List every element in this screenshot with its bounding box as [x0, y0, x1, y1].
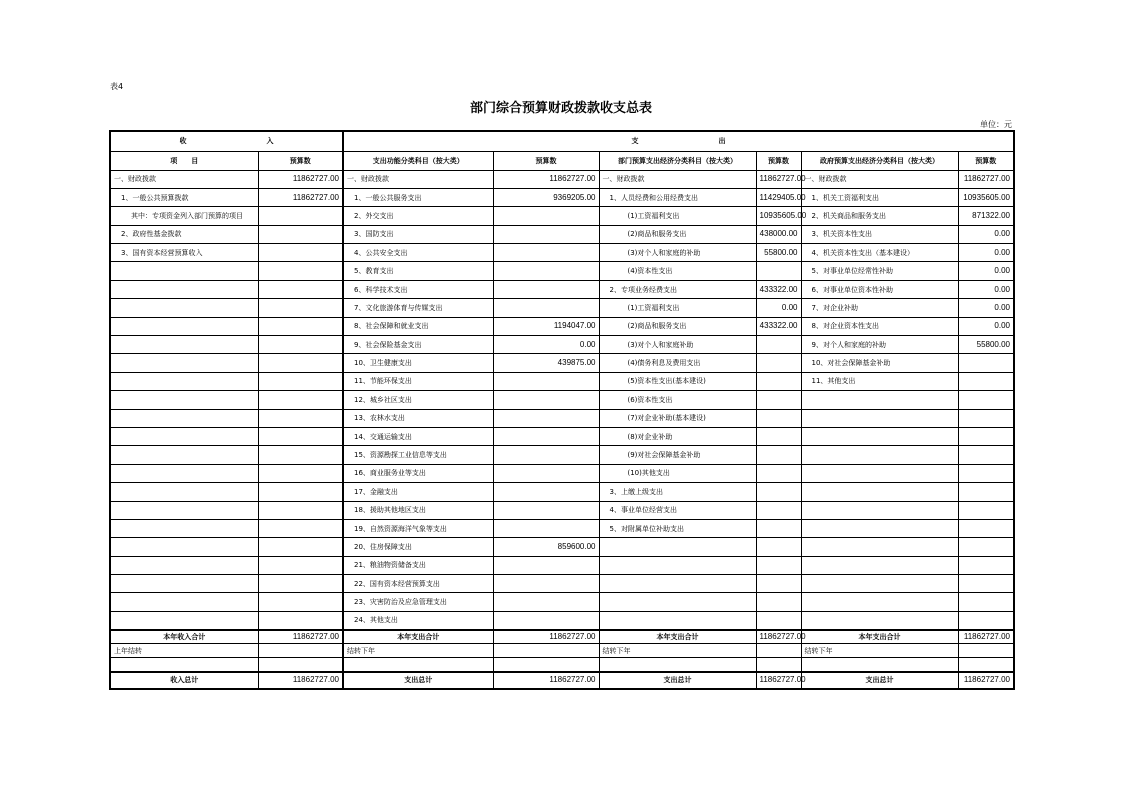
dept-econ-item: (5)资本性支出(基本建设)	[599, 372, 756, 390]
dept-econ-item: (6)资本性支出	[599, 391, 756, 409]
dept-econ-amount	[756, 464, 801, 482]
gov-econ-item: 10、对社会保障基金补助	[801, 354, 958, 372]
table-row	[110, 409, 1014, 427]
gov-econ-item	[801, 575, 958, 593]
dept-econ-item: 4、事业单位经营支出	[599, 501, 756, 519]
gov-econ-amount: 10935605.00	[958, 188, 1014, 206]
func-item: 8、社会保障和就业支出	[343, 317, 493, 335]
table-row	[110, 299, 1014, 317]
total-expense-label-dept: 支出总计	[599, 672, 756, 689]
func-item: 21、粮油物资储备支出	[343, 556, 493, 574]
income-amount: 11862727.00	[258, 188, 343, 206]
dept-econ-amount	[756, 354, 801, 372]
income-item: 3、国有资本经营预算收入	[110, 244, 258, 262]
total-expense-label-func: 支出总计	[343, 672, 493, 689]
col-income-amount: 预算数	[258, 151, 343, 170]
spacer-cell	[343, 658, 493, 672]
gov-econ-item: 11、其他支出	[801, 372, 958, 390]
func-amount: 11862727.00	[493, 170, 599, 188]
table-row	[110, 501, 1014, 519]
col-gov-econ: 政府预算支出经济分类科目（按大类）	[801, 151, 958, 170]
gov-econ-item	[801, 483, 958, 501]
table-row	[110, 538, 1014, 556]
income-amount	[258, 483, 343, 501]
dept-econ-amount	[756, 336, 801, 354]
dept-econ-amount: 0.00	[756, 299, 801, 317]
func-item: 12、城乡社区支出	[343, 391, 493, 409]
dept-econ-amount	[756, 519, 801, 537]
table-row	[110, 225, 1014, 243]
gov-econ-amount	[958, 575, 1014, 593]
gov-econ-amount	[958, 464, 1014, 482]
dept-econ-amount	[756, 483, 801, 501]
page-title: 部门综合预算财政拨款收支总表	[469, 101, 652, 116]
gov-econ-amount: 0.00	[958, 299, 1014, 317]
func-item: 5、教育支出	[343, 262, 493, 280]
year-expense-gov-value: 11862727.00	[958, 630, 1014, 644]
carry-next-label-dept: 结转下年	[599, 644, 756, 658]
income-amount	[258, 299, 343, 317]
func-amount	[493, 372, 599, 390]
year-expense-label-func: 本年支出合计	[343, 630, 493, 644]
func-amount	[493, 299, 599, 317]
dept-econ-amount	[756, 538, 801, 556]
func-item: 11、节能环保支出	[343, 372, 493, 390]
dept-econ-amount	[756, 593, 801, 611]
spacer-cell	[958, 658, 1014, 672]
dept-econ-item: (1)工资福利支出	[599, 299, 756, 317]
total-income-value: 11862727.00	[258, 672, 343, 689]
dept-econ-item	[599, 556, 756, 574]
func-amount	[493, 575, 599, 593]
income-item: 其中：专项资金列入部门预算的项目	[110, 207, 258, 225]
table-row	[110, 354, 1014, 372]
income-amount	[258, 446, 343, 464]
income-amount	[258, 280, 343, 298]
func-item: 一、财政拨款	[343, 170, 493, 188]
table-row	[110, 446, 1014, 464]
gov-econ-item: 6、对事业单位资本性补助	[801, 280, 958, 298]
dept-econ-item: 5、对附属单位补助支出	[599, 519, 756, 537]
gov-econ-item: 4、机关资本性支出（基本建设）	[801, 244, 958, 262]
gov-econ-item	[801, 409, 958, 427]
income-item	[110, 519, 258, 537]
income-item	[110, 464, 258, 482]
dept-econ-item: (4)债务利息及费用支出	[599, 354, 756, 372]
gov-econ-item	[801, 501, 958, 519]
table-row	[110, 244, 1014, 262]
year-expense-dept-value: 11862727.00	[756, 630, 801, 644]
func-item: 13、农林水支出	[343, 409, 493, 427]
dept-econ-item: (1)工资福利支出	[599, 207, 756, 225]
func-item: 9、社会保险基金支出	[343, 336, 493, 354]
func-item: 16、商业服务业等支出	[343, 464, 493, 482]
income-item	[110, 372, 258, 390]
table-number: 表4	[110, 82, 124, 91]
dept-econ-item: (2)商品和服务支出	[599, 225, 756, 243]
gov-econ-amount	[958, 501, 1014, 519]
dept-econ-item: (2)商品和服务支出	[599, 317, 756, 335]
func-item: 18、援助其他地区支出	[343, 501, 493, 519]
func-amount	[493, 556, 599, 574]
func-item: 19、自然资源海洋气象等支出	[343, 519, 493, 537]
dept-econ-amount	[756, 262, 801, 280]
gov-econ-item: 7、对企业补助	[801, 299, 958, 317]
total-income-label: 收入总计	[110, 672, 258, 689]
gov-econ-item	[801, 446, 958, 464]
gov-econ-item	[801, 611, 958, 629]
func-item: 17、金融支出	[343, 483, 493, 501]
gov-econ-amount: 0.00	[958, 225, 1014, 243]
income-amount	[258, 372, 343, 390]
dept-econ-amount: 433322.00	[756, 317, 801, 335]
year-expense-label-dept: 本年支出合计	[599, 630, 756, 644]
func-item: 20、住房保障支出	[343, 538, 493, 556]
income-amount	[258, 244, 343, 262]
dept-econ-amount: 10935605.00	[756, 207, 801, 225]
table-row	[110, 262, 1014, 280]
func-item: 22、国有资本经营预算支出	[343, 575, 493, 593]
total-expense-func-value: 11862727.00	[493, 672, 599, 689]
income-item	[110, 317, 258, 335]
col-item: 项 目	[110, 151, 258, 170]
gov-econ-item	[801, 464, 958, 482]
dept-econ-amount	[756, 611, 801, 629]
total-expense-gov-value: 11862727.00	[958, 672, 1014, 689]
income-item	[110, 611, 258, 629]
func-amount: 439875.00	[493, 354, 599, 372]
dept-econ-item: (9)对社会保障基金补助	[599, 446, 756, 464]
carry-next-func-value	[493, 644, 599, 658]
gov-econ-amount	[958, 372, 1014, 390]
dept-econ-amount	[756, 427, 801, 445]
gov-econ-amount	[958, 409, 1014, 427]
column-header-row	[110, 151, 1014, 170]
dept-econ-item	[599, 538, 756, 556]
grand-total-row	[110, 672, 1014, 689]
dept-econ-item: 一、财政拨款	[599, 170, 756, 188]
table-row	[110, 483, 1014, 501]
dept-econ-amount: 433322.00	[756, 280, 801, 298]
income-amount	[258, 556, 343, 574]
expense-section-header: 支 出	[343, 131, 1014, 151]
table-row	[110, 519, 1014, 537]
func-amount: 859600.00	[493, 538, 599, 556]
func-item: 23、灾害防治及应急管理支出	[343, 593, 493, 611]
income-item: 1、一般公共预算拨款	[110, 188, 258, 206]
func-amount	[493, 391, 599, 409]
col-dept-amount: 预算数	[756, 151, 801, 170]
dept-econ-amount	[756, 409, 801, 427]
income-amount	[258, 336, 343, 354]
income-amount	[258, 225, 343, 243]
dept-econ-amount: 11862727.00	[756, 170, 801, 188]
gov-econ-item: 3、机关资本性支出	[801, 225, 958, 243]
spacer-cell	[493, 658, 599, 672]
income-amount	[258, 207, 343, 225]
func-item: 6、科学技术支出	[343, 280, 493, 298]
dept-econ-item: (3)对个人和家庭的补助	[599, 244, 756, 262]
income-section-header: 收 入	[110, 131, 343, 151]
dept-econ-amount	[756, 501, 801, 519]
gov-econ-item	[801, 391, 958, 409]
income-amount	[258, 464, 343, 482]
func-amount	[493, 519, 599, 537]
gov-econ-item: 8、对企业资本性支出	[801, 317, 958, 335]
func-item: 7、文化旅游体育与传媒支出	[343, 299, 493, 317]
year-total-row	[110, 630, 1014, 644]
income-item: 2、政府性基金拨款	[110, 225, 258, 243]
income-item	[110, 538, 258, 556]
dept-econ-item	[599, 575, 756, 593]
income-item	[110, 262, 258, 280]
table-row	[110, 611, 1014, 629]
dept-econ-item	[599, 593, 756, 611]
table-row	[110, 317, 1014, 335]
income-amount	[258, 409, 343, 427]
gov-econ-amount: 55800.00	[958, 336, 1014, 354]
func-amount	[493, 501, 599, 519]
spacer-cell	[110, 658, 258, 672]
func-amount: 1194047.00	[493, 317, 599, 335]
table-row	[110, 188, 1014, 206]
unit-label: 单位：元	[980, 120, 1012, 129]
carry-next-label-gov: 结转下年	[801, 644, 958, 658]
col-gov-amount: 预算数	[958, 151, 1014, 170]
income-amount	[258, 575, 343, 593]
income-item	[110, 575, 258, 593]
gov-econ-amount	[958, 593, 1014, 611]
income-item	[110, 501, 258, 519]
income-item	[110, 336, 258, 354]
func-amount: 9369205.00	[493, 188, 599, 206]
func-amount	[493, 464, 599, 482]
gov-econ-amount	[958, 519, 1014, 537]
gov-econ-amount: 871322.00	[958, 207, 1014, 225]
gov-econ-item: 1、机关工资福利支出	[801, 188, 958, 206]
income-amount	[258, 519, 343, 537]
table-row	[110, 336, 1014, 354]
income-amount: 11862727.00	[258, 170, 343, 188]
dept-econ-amount: 438000.00	[756, 225, 801, 243]
table-row	[110, 207, 1014, 225]
dept-econ-item: 3、上缴上级支出	[599, 483, 756, 501]
func-item: 15、资源勘探工业信息等支出	[343, 446, 493, 464]
func-amount	[493, 427, 599, 445]
income-item	[110, 446, 258, 464]
income-item	[110, 593, 258, 611]
func-amount	[493, 225, 599, 243]
gov-econ-amount	[958, 427, 1014, 445]
gov-econ-amount	[958, 611, 1014, 629]
income-amount	[258, 354, 343, 372]
dept-econ-item: 1、人员经费和公用经费支出	[599, 188, 756, 206]
dept-econ-item: (10)其他支出	[599, 464, 756, 482]
gov-econ-amount: 11862727.00	[958, 170, 1014, 188]
prev-balance-value	[258, 644, 343, 658]
gov-econ-item	[801, 556, 958, 574]
func-item: 2、外交支出	[343, 207, 493, 225]
dept-econ-amount	[756, 556, 801, 574]
income-item	[110, 409, 258, 427]
table-row	[110, 575, 1014, 593]
table-row	[110, 372, 1014, 390]
spacer-cell	[756, 658, 801, 672]
dept-econ-amount	[756, 575, 801, 593]
table-row	[110, 391, 1014, 409]
col-dept-econ: 部门预算支出经济分类科目（按大类）	[599, 151, 756, 170]
func-amount	[493, 593, 599, 611]
income-item	[110, 556, 258, 574]
gov-econ-item	[801, 538, 958, 556]
table-row	[110, 280, 1014, 298]
income-item	[110, 299, 258, 317]
func-amount	[493, 483, 599, 501]
func-item: 14、交通运输支出	[343, 427, 493, 445]
func-amount: 0.00	[493, 336, 599, 354]
func-amount	[493, 207, 599, 225]
income-amount	[258, 262, 343, 280]
func-amount	[493, 262, 599, 280]
gov-econ-item	[801, 427, 958, 445]
func-amount	[493, 409, 599, 427]
year-expense-func-value: 11862727.00	[493, 630, 599, 644]
year-expense-label-gov: 本年支出合计	[801, 630, 958, 644]
gov-econ-item: 9、对个人和家庭的补助	[801, 336, 958, 354]
table-row	[110, 556, 1014, 574]
gov-econ-item: 一、财政拨款	[801, 170, 958, 188]
income-item: 一、财政拨款	[110, 170, 258, 188]
total-expense-label-gov: 支出总计	[801, 672, 958, 689]
total-expense-dept-value: 11862727.00	[756, 672, 801, 689]
gov-econ-amount	[958, 446, 1014, 464]
table-row	[110, 170, 1014, 188]
year-income-label: 本年收入合计	[110, 630, 258, 644]
income-amount	[258, 317, 343, 335]
col-func-amount: 预算数	[493, 151, 599, 170]
table-row	[110, 464, 1014, 482]
func-item: 3、国防支出	[343, 225, 493, 243]
spacer-cell	[258, 658, 343, 672]
gov-econ-item	[801, 519, 958, 537]
income-item	[110, 354, 258, 372]
dept-econ-amount	[756, 391, 801, 409]
dept-econ-item: (3)对个人和家庭补助	[599, 336, 756, 354]
income-amount	[258, 611, 343, 629]
spacer-cell	[801, 658, 958, 672]
dept-econ-amount	[756, 372, 801, 390]
income-amount	[258, 427, 343, 445]
income-item	[110, 280, 258, 298]
gov-econ-amount	[958, 483, 1014, 501]
income-item	[110, 391, 258, 409]
gov-econ-item: 5、对事业单位经常性补助	[801, 262, 958, 280]
spacer-row	[110, 658, 1014, 672]
carry-next-dept-value	[756, 644, 801, 658]
income-item	[110, 427, 258, 445]
dept-econ-amount	[756, 446, 801, 464]
income-amount	[258, 593, 343, 611]
func-amount	[493, 611, 599, 629]
func-item: 10、卫生健康支出	[343, 354, 493, 372]
gov-econ-item: 2、机关商品和服务支出	[801, 207, 958, 225]
table-row	[110, 593, 1014, 611]
dept-econ-item: (4)资本性支出	[599, 262, 756, 280]
income-item	[110, 483, 258, 501]
spacer-cell	[599, 658, 756, 672]
table-row	[110, 427, 1014, 445]
func-item: 1、一般公共服务支出	[343, 188, 493, 206]
dept-econ-item: 2、专项业务经费支出	[599, 280, 756, 298]
budget-table	[109, 130, 1015, 690]
gov-econ-amount: 0.00	[958, 317, 1014, 335]
gov-econ-amount: 0.00	[958, 280, 1014, 298]
func-item: 4、公共安全支出	[343, 244, 493, 262]
dept-econ-item	[599, 611, 756, 629]
prev-balance-label: 上年结转	[110, 644, 258, 658]
dept-econ-amount: 11429405.00	[756, 188, 801, 206]
gov-econ-item	[801, 593, 958, 611]
dept-econ-item: (7)对企业补助(基本建设)	[599, 409, 756, 427]
gov-econ-amount: 0.00	[958, 244, 1014, 262]
income-amount	[258, 501, 343, 519]
income-amount	[258, 538, 343, 556]
gov-econ-amount	[958, 391, 1014, 409]
func-amount	[493, 280, 599, 298]
income-amount	[258, 391, 343, 409]
gov-econ-amount	[958, 354, 1014, 372]
carry-row	[110, 644, 1014, 658]
col-func: 支出功能分类科目（按大类）	[343, 151, 493, 170]
gov-econ-amount	[958, 556, 1014, 574]
gov-econ-amount: 0.00	[958, 262, 1014, 280]
section-header-row	[110, 131, 1014, 151]
gov-econ-amount	[958, 538, 1014, 556]
carry-next-gov-value	[958, 644, 1014, 658]
dept-econ-item: (8)对企业补助	[599, 427, 756, 445]
func-amount	[493, 446, 599, 464]
year-income-value: 11862727.00	[258, 630, 343, 644]
carry-next-label-func: 结转下年	[343, 644, 493, 658]
func-item: 24、其他支出	[343, 611, 493, 629]
func-amount	[493, 244, 599, 262]
dept-econ-amount: 55800.00	[756, 244, 801, 262]
